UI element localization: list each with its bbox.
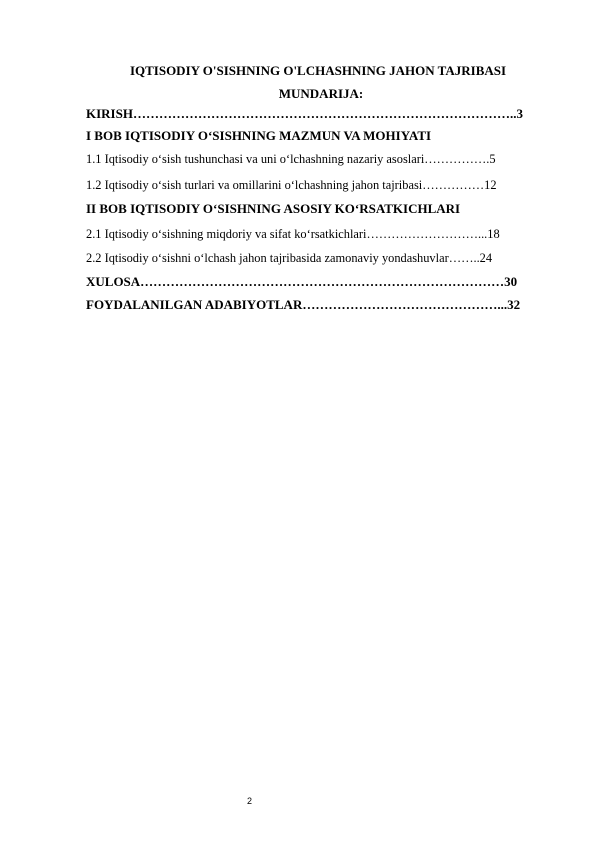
document-title: IQTISODIY O'SISHNING O'LCHASHNING JAHON TAJRIBASI bbox=[129, 63, 507, 78]
page-number: 2 bbox=[247, 796, 253, 806]
toc-entry-1-2: 1.2 Iqtisodiy o‘sish turlari va omillarini o‘lchashning jahon tajribasi……………12 bbox=[86, 178, 497, 192]
toc-entry-chapter-2: II BOB IQTISODIY O‘SISHNING ASOSIY KO‘RSATKICHLARI bbox=[86, 201, 461, 216]
toc-entry-1-1: 1.1 Iqtisodiy o‘sish tushunchasi va uni o‘lchashning nazariy asoslari…………….5 bbox=[86, 152, 496, 166]
toc-entry-references: FOYDALANILGAN ADABIYOTLAR………………………………………...32 bbox=[86, 297, 521, 312]
toc-entry-xulosa: XULOSA…………………………………………………………………………30 bbox=[86, 274, 518, 289]
toc-entry-kirish: KIRISH……………………………………………………………………………..3 bbox=[86, 106, 523, 121]
contents-heading: MUNDARIJA: bbox=[278, 86, 364, 101]
toc-entry-chapter-1: I BOB IQTISODIY O‘SISHNING MAZMUN VA MOHIYATI bbox=[86, 128, 432, 143]
toc-entry-2-2: 2.2 Iqtisodiy o‘sishni o‘lchash jahon tajribasida zamonaviy yondashuvlar……..24 bbox=[86, 251, 493, 265]
toc-entry-2-1: 2.1 Iqtisodiy o‘sishning miqdoriy va sifat ko‘rsatkichlari………………………...18 bbox=[86, 227, 500, 241]
